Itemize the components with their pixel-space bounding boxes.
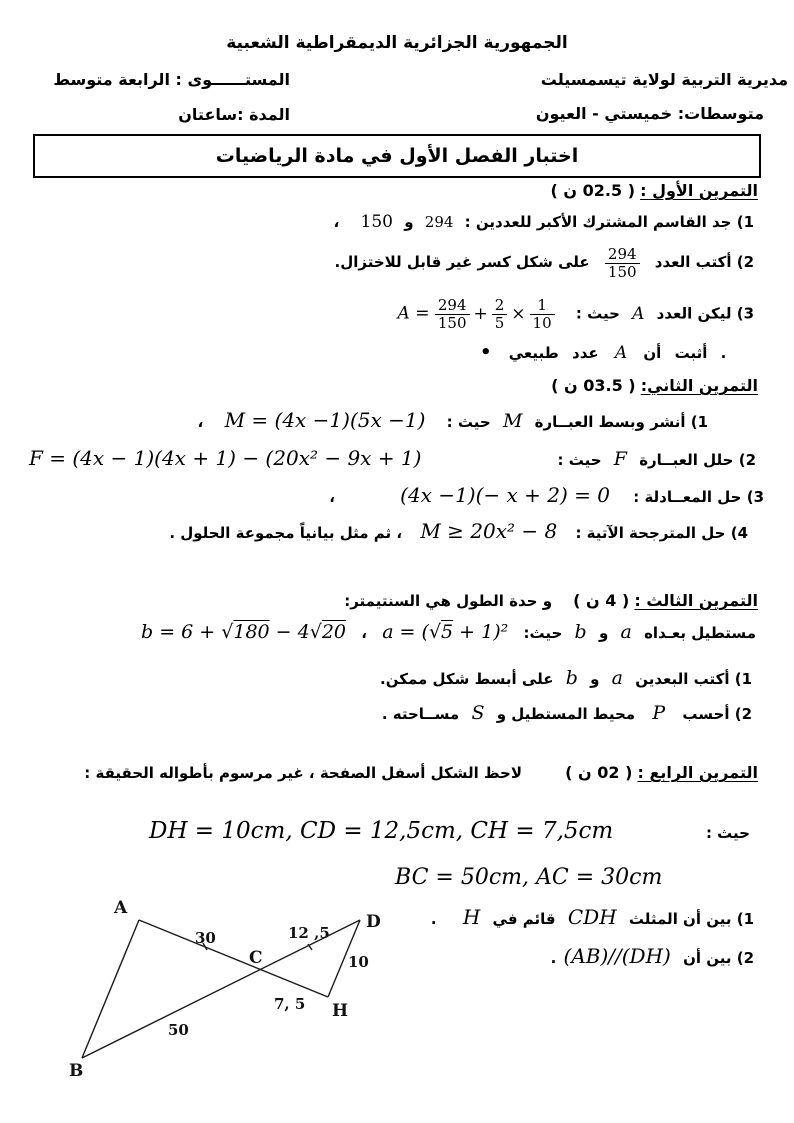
ex2-q1-where: حيث : [446, 413, 491, 431]
den: 150 [437, 313, 467, 332]
ex1-q3-text: 3) ليكن العدد [656, 304, 754, 323]
ex3-title: التمرين الثالث : [634, 591, 758, 610]
ex3-q2-mid: محيط المستطيل و [496, 705, 636, 723]
fraction-numerator: 294 [605, 246, 640, 264]
ex1-q2-text-before: 2) أكتب العدد [654, 253, 754, 271]
ex4-where-label [706, 824, 750, 843]
ex2-q1-comma: ، [197, 413, 204, 431]
period: . [430, 910, 437, 928]
schools-line: متوسطات: خميستي - العيون [535, 104, 764, 123]
times-sign: × [511, 303, 526, 324]
word-that: أن [643, 344, 662, 362]
ex3-formula-b [141, 621, 346, 645]
where-word: حيث : [705, 824, 750, 842]
ex3-intro [134, 621, 756, 645]
separator-comma: ، [361, 624, 367, 642]
and-word: و [590, 670, 600, 688]
ex4-note: لاحظ الشكل أسفل الصفحة ، غير مرسوم بأطواله الحقيقة : [84, 764, 523, 782]
point-label-C: C [249, 948, 263, 968]
ex2-title: التمرين الثاني: [640, 376, 758, 395]
ex4-q1-text: 1) بين أن المثلث [628, 910, 754, 928]
exam-title: اختبار الفصل الأول في مادة الرياضيات [215, 145, 579, 167]
ex1-title: التمرين الأول : [640, 181, 758, 200]
ex3-q2-end: مســاحته . [381, 705, 460, 723]
word-natural: طبيعي [508, 344, 559, 362]
ex1-q3-formula [398, 297, 555, 331]
ex4-lengths-formula-1: DH = 10cm, CD = 12,5cm, CH = 7,5cm [149, 818, 614, 844]
var-a: a [611, 667, 623, 689]
var-b: b [574, 621, 587, 643]
ex2-q2-text: 2) حلل العبــارة [639, 451, 756, 469]
den: 5 [494, 313, 505, 332]
ex1-q2-fraction [605, 246, 640, 280]
b-eq: b = 6 + [141, 621, 222, 643]
ex2-q1-formula: M = (4x −1)(5x −1) [224, 408, 426, 432]
ex2-q3-text: 3) حل المعــادلة : [633, 488, 764, 506]
point-H: H [462, 905, 481, 929]
ex1-q1-number-294: 294 [424, 213, 454, 231]
ex3-points: ( 4 ن ) [573, 591, 630, 610]
and-word: و [598, 624, 609, 642]
ex3-q1 [380, 667, 752, 691]
ex2-q4-inequality: M ≥ 20x² − 8 [420, 519, 558, 543]
ex2-q2-var-F: F [613, 448, 627, 470]
ex3-q2-text: 2) أحسب [682, 705, 752, 723]
ex4-formula1-line [142, 817, 620, 846]
den: 10 [532, 313, 552, 332]
ex1-points: ( 02.5 ن ) [550, 181, 636, 200]
ex2-q2-where: حيث : [557, 451, 602, 469]
ex2-q4 [169, 519, 748, 544]
length-label-7-5: 7, 5 [274, 995, 306, 1013]
var-P: P [652, 702, 666, 724]
fraction-2-5 [492, 297, 508, 331]
ex2-q4-text: 4) حل المترجحة الآتية : [575, 524, 748, 542]
word-prove: أثبت [674, 344, 708, 362]
ex4-q1-mid: قائم في [492, 910, 556, 928]
ex1-q4-bullet-line [480, 342, 730, 365]
ex4-heading [84, 763, 758, 783]
sqrt-icon: √ [221, 621, 234, 643]
ex2-q3 [329, 483, 764, 508]
ex2-q4-text-after: ، ثم مثل بيانياً مجموعة الحلول . [169, 524, 403, 542]
ex3-q1-text: 1) أكتب البعدين [635, 670, 752, 688]
ex4-q2 [551, 944, 754, 969]
a-eq: a = ( [382, 621, 429, 643]
point-label-A: A [114, 898, 128, 918]
num: 294 [435, 297, 470, 315]
ex2-q2-text-part [557, 448, 756, 472]
num: 1 [530, 297, 555, 315]
a-squared: + 1)² [453, 621, 509, 643]
ex2-q2-formula-part [22, 446, 428, 471]
ex3-q1-text-after: على أبسط شكل ممكن. [380, 670, 554, 688]
var-b: b [565, 667, 578, 689]
ex1-q3-where: حيث : [575, 304, 620, 323]
length-label-30: 30 [195, 929, 216, 947]
ex1-q3-var-A: A [632, 303, 645, 324]
republic-title: الجمهورية الجزائرية الديمقراطية الشعبية [226, 33, 568, 53]
fraction-294-150 [435, 297, 470, 331]
ex3-q2 [382, 702, 752, 726]
ex3-intro-text: مستطيل بعـداه [644, 624, 756, 642]
fraction-1-10 [530, 297, 555, 331]
sqrt-icon: √ [309, 621, 322, 643]
ex4-title: التمرين الرابع : [637, 763, 758, 782]
radicand-5: 5 [441, 621, 454, 643]
num: 2 [492, 297, 508, 315]
ex1-q1-number-150: 150 [360, 212, 393, 232]
length-label-10: 10 [348, 953, 369, 971]
ex1-heading [547, 181, 758, 201]
ex2-q2-formula: F = (4x − 1)(4x + 1) − (20x² − 9x + 1) [29, 446, 422, 470]
point-label-D: D [366, 912, 381, 932]
ex1-q1-text: 1) جد القاسم المشترك الأكبر للعددين : [464, 213, 754, 231]
ex2-q1-text: 1) أنشر وبسط العبــارة [534, 413, 708, 431]
ex3-unit-note: و حدة الطول هي السنتيمتر: [344, 592, 553, 610]
period: . [720, 344, 727, 362]
triangle-CDH: CDH [567, 905, 617, 929]
ex1-q1 [334, 212, 754, 233]
ex1-q3 [382, 297, 754, 331]
ex2-q1-var-M: M [502, 410, 523, 432]
geometry-figure [48, 893, 400, 1093]
ex2-q3-formula: (4x −1)(− x + 2) = 0 [400, 483, 610, 507]
formula-lhs: A = [397, 303, 430, 324]
var-S: S [471, 702, 485, 724]
bullet-icon: • [480, 342, 492, 363]
parallel-lines-formula: (AB)//(DH) [563, 944, 671, 968]
radicand-20: 20 [321, 621, 347, 643]
period: . [550, 949, 557, 967]
directorate-line: مديرية التربية لولاية تيسمسيلت [540, 70, 788, 89]
ex4-points: ( 02 ن ) [565, 763, 633, 782]
ex1-q1-comma: ، [333, 213, 340, 231]
level-line: المستــــــوى : الرابعة متوسط [53, 70, 290, 89]
ex2-q1 [198, 408, 708, 434]
plus-sign: + [473, 303, 488, 324]
ex1-q2-text-after: على شكل كسر غير قابل للاختزال. [334, 253, 590, 271]
point-label-H: H [332, 1001, 349, 1021]
minus-4: − 4 [269, 621, 310, 643]
radicand-180: 180 [233, 621, 270, 643]
var-A: A [614, 343, 628, 363]
point-label-B: B [69, 1061, 84, 1081]
length-label-50: 50 [168, 1021, 189, 1039]
ex4-q2-text: 2) بين أن [683, 949, 754, 967]
ex1-q2 [335, 246, 754, 280]
ex1-q1-and: و [404, 213, 414, 231]
ex4-formula2-line [388, 864, 669, 892]
ex3-heading [344, 591, 758, 611]
length-label-12-5: 12 ,5 [288, 924, 330, 942]
var-a: a [620, 621, 632, 643]
ex2-heading [547, 376, 758, 396]
where-word: حيث: [523, 624, 563, 642]
ex2-q3-comma: ، [329, 488, 335, 506]
exam-title-box [33, 134, 761, 178]
segment-AB [82, 920, 139, 1058]
ex2-points: ( 03.5 ن ) [551, 376, 636, 395]
word-number: عدد [572, 344, 599, 362]
ex4-lengths-formula-2: BC = 50cm, AC = 30cm [395, 865, 663, 890]
fraction-denominator: 150 [607, 262, 637, 281]
sqrt-icon: √ [428, 621, 442, 643]
ex3-formula-a [382, 621, 508, 645]
ex4-q1 [431, 905, 754, 930]
duration-line: المدة :ساعتان [178, 105, 290, 124]
